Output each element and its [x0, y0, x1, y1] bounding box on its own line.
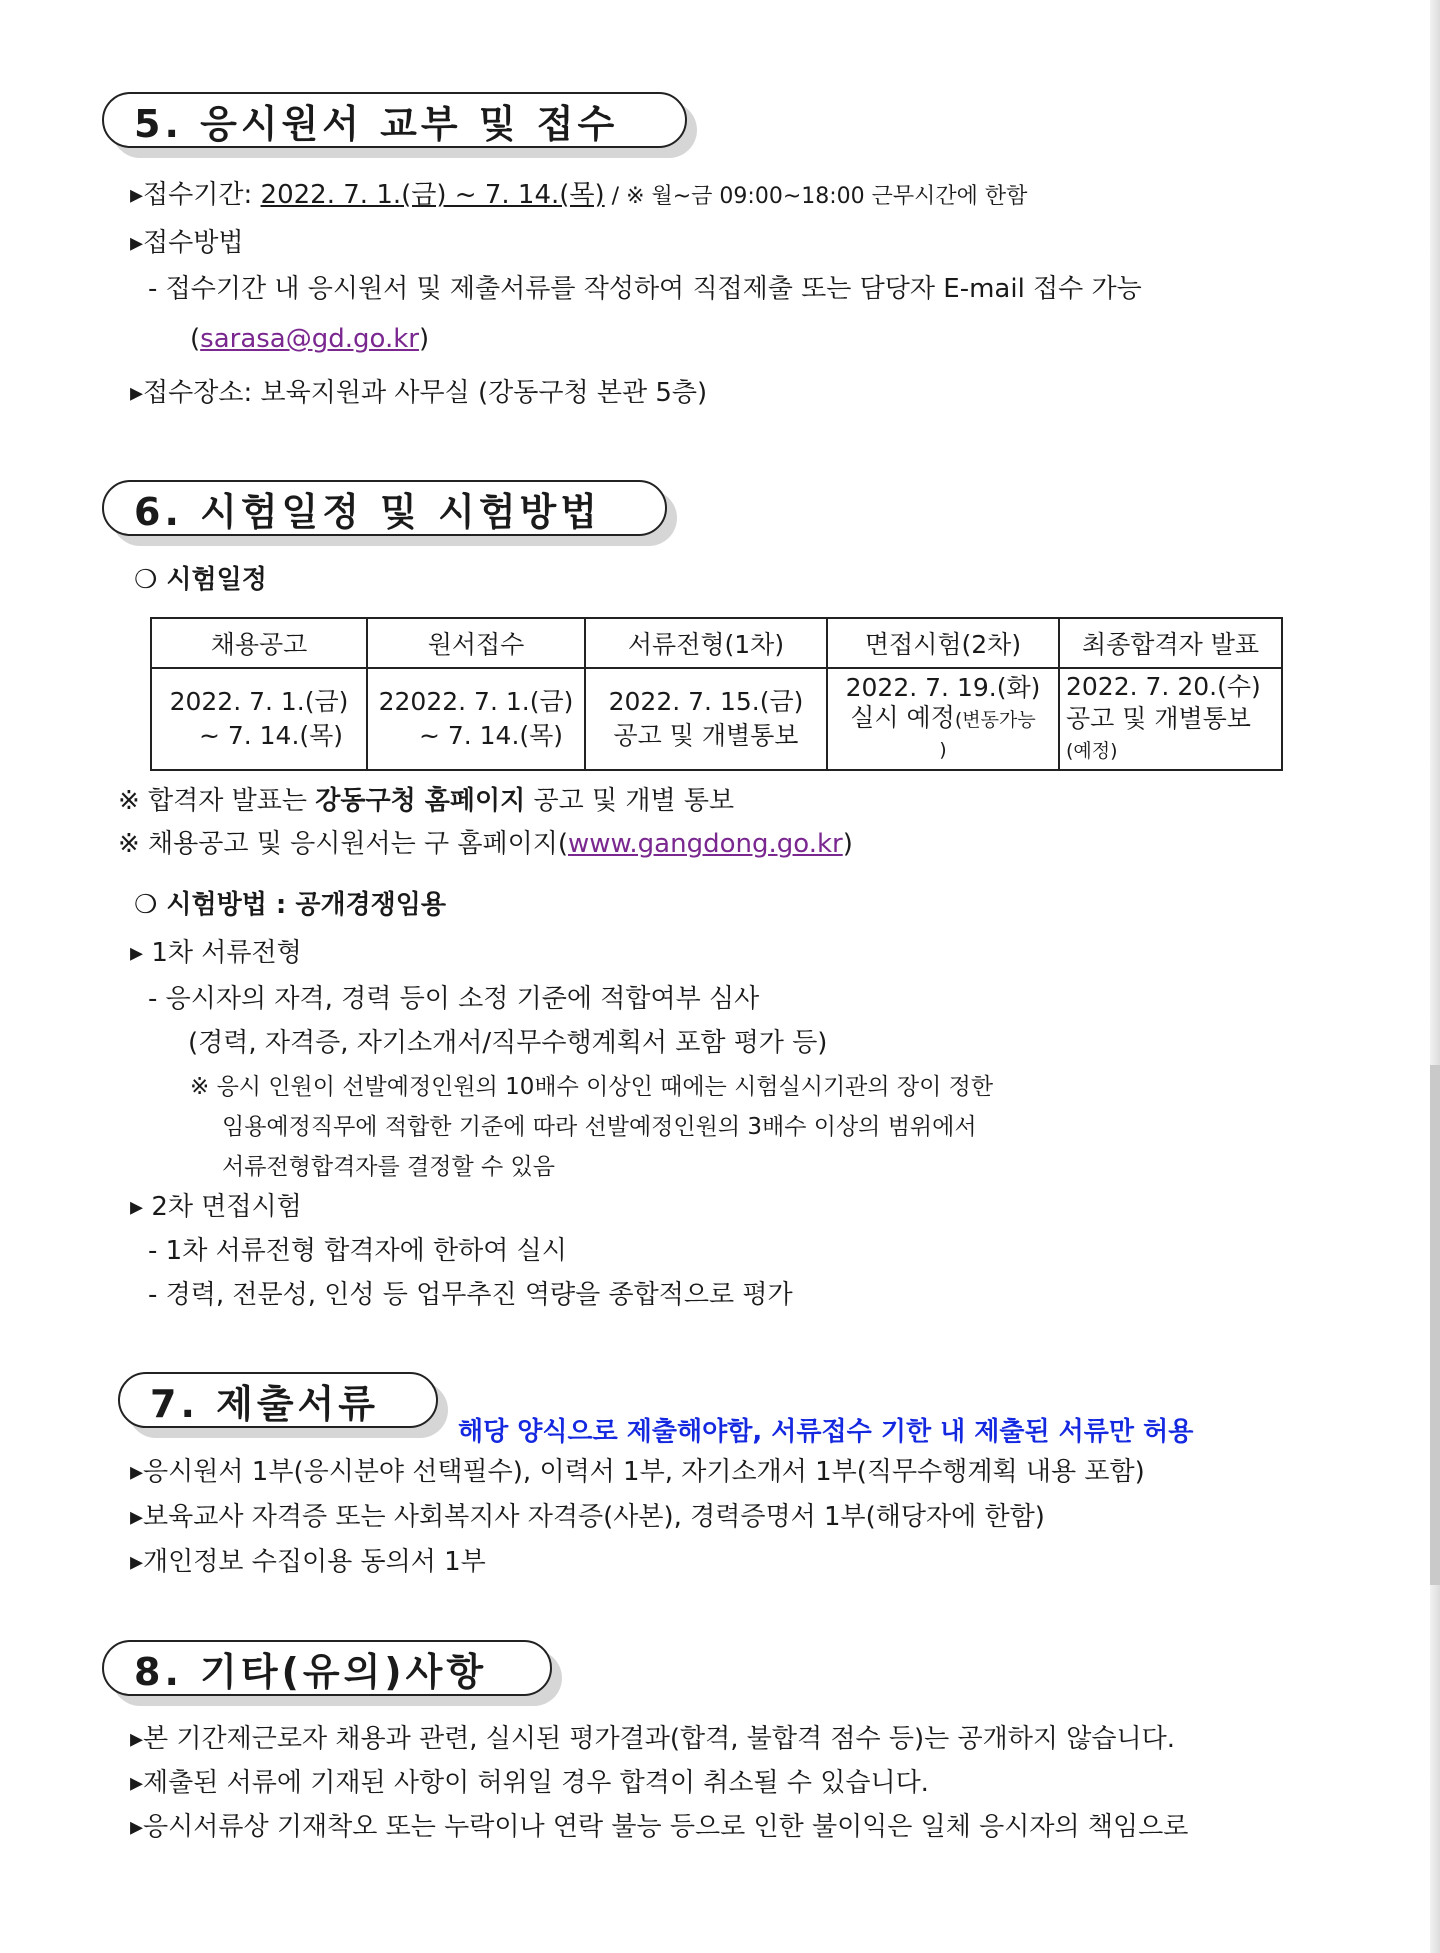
schedule-cell-final-result: 2022. 7. 20.(수) 공고 및 개별통보 (예정)	[1059, 668, 1282, 770]
schedule-header-cell: 채용공고	[151, 618, 367, 668]
section-6-title: 6. 시험일정 및 시험방법	[134, 489, 601, 534]
schedule-cell-application: 22022. 7. 1.(금) ~ 7. 14.(목)	[367, 668, 585, 770]
section-5-title: 5. 응시원서 교부 및 접수	[134, 101, 619, 146]
homepage-link[interactable]: www.gangdong.go.kr	[568, 829, 843, 859]
receipt-email-line: (sarasa@gd.go.kr)	[190, 324, 430, 354]
schedule-header-cell: 면접시험(2차)	[827, 618, 1059, 668]
step2-desc-2: - 경력, 전문성, 인성 등 업무추진 역량을 종합적으로 평가	[148, 1280, 793, 1310]
step1-criteria: (경력, 자격증, 자기소개서/직무수행계획서 포함 평가 등)	[188, 1028, 828, 1058]
receipt-place: ▸접수장소: 보육지원과 사무실 (강동구청 본관 5층)	[130, 378, 708, 408]
schedule-cell-interview: 2022. 7. 19.(화) 실시 예정(변동가능 )	[827, 668, 1059, 770]
misc-item-2: ▸제출된 서류에 기재된 사항이 허위일 경우 합격이 취소될 수 있습니다.	[130, 1768, 929, 1798]
section-6-header	[102, 480, 667, 536]
scrollbar-thumb[interactable]	[1430, 1065, 1440, 1585]
misc-item-1: ▸본 기간제근로자 채용과 관련, 실시된 평가결과(합격, 불합격 점수 등)는 공개하지 않습니다.	[130, 1724, 1175, 1754]
section-5-header	[102, 92, 687, 148]
method-heading: ❍ 시험방법 : 공개경쟁임용	[134, 890, 447, 920]
step1-desc: - 응시자의 자격, 경력 등이 소정 기준에 적합여부 심사	[148, 984, 760, 1014]
schedule-header-cell: 최종합격자 발표	[1059, 618, 1282, 668]
step2-desc-1: - 1차 서류전형 합격자에 한하여 실시	[148, 1236, 567, 1266]
receipt-method-desc: - 접수기간 내 응시원서 및 제출서류를 작성하여 직접제출 또는 담당자 E-mail 접수 가능	[148, 274, 1142, 304]
schedule-header-cell: 서류전형(1차)	[585, 618, 827, 668]
schedule-header-cell: 원서접수	[367, 618, 585, 668]
homepage-notice: ※ 채용공고 및 응시원서는 구 홈페이지(www.gangdong.go.kr)	[118, 829, 853, 859]
misc-item-3: ▸응시서류상 기재착오 또는 누락이나 연락 불능 등으로 인한 불이익은 일체 응시자의 책임으로	[130, 1812, 1189, 1842]
receipt-method-label: ▸접수방법	[130, 228, 244, 258]
step1-title: ▸ 1차 서류전형	[130, 938, 302, 968]
document-item-1: ▸응시원서 1부(응시분야 선택필수), 이력서 1부, 자기소개서 1부(직무수행계획 내용 포함)	[130, 1457, 1145, 1487]
section-8-header	[102, 1640, 552, 1696]
schedule-cell-document-screening: 2022. 7. 15.(금) 공고 및 개별통보	[585, 668, 827, 770]
section-8-title: 8. 기타(유의)사항	[134, 1649, 488, 1694]
step2-title: ▸ 2차 면접시험	[130, 1192, 302, 1222]
result-notice: ※ 합격자 발표는 강동구청 홈페이지 공고 및 개별 통보	[118, 786, 735, 816]
step1-note-1: ※ 응시 인원이 선발예정인원의 10배수 이상인 때에는 시험실시기관의 장이 정한	[190, 1074, 994, 1100]
receipt-period: ▸접수기간: 2022. 7. 1.(금) ~ 7. 14.(목) / ※ 월~금 09:00~18:00 근무시간에 한함	[130, 180, 1028, 210]
schedule-table	[150, 617, 1283, 771]
receipt-period-value: 2022. 7. 1.(금) ~ 7. 14.(목)	[260, 180, 605, 210]
contact-email-link[interactable]: sarasa@gd.go.kr	[200, 324, 419, 354]
schedule-row	[151, 668, 1282, 770]
step1-note-3: 서류전형합격자를 결정할 수 있음	[222, 1154, 555, 1180]
scrollbar-track[interactable]	[1430, 0, 1440, 1953]
section-7-title: 7. 제출서류	[150, 1381, 379, 1426]
document-item-2: ▸보육교사 자격증 또는 사회복지사 자격증(사본), 경력증명서 1부(해당자에 한함)	[130, 1502, 1045, 1532]
document-item-3: ▸개인정보 수집이용 동의서 1부	[130, 1547, 486, 1577]
submission-notice: 해당 양식으로 제출해야함, 서류접수 기한 내 제출된 서류만 허용	[458, 1417, 1194, 1447]
schedule-heading: ❍ 시험일정	[134, 565, 267, 595]
receipt-period-note: / ※ 월~금 09:00~18:00 근무시간에 한함	[604, 184, 1028, 209]
schedule-cell-announcement: 2022. 7. 1.(금) ~ 7. 14.(목)	[151, 668, 367, 770]
step1-note-2: 임용예정직무에 적합한 기준에 따라 선발예정인원의 3배수 이상의 범위에서	[222, 1114, 977, 1140]
section-7-header	[118, 1372, 438, 1428]
